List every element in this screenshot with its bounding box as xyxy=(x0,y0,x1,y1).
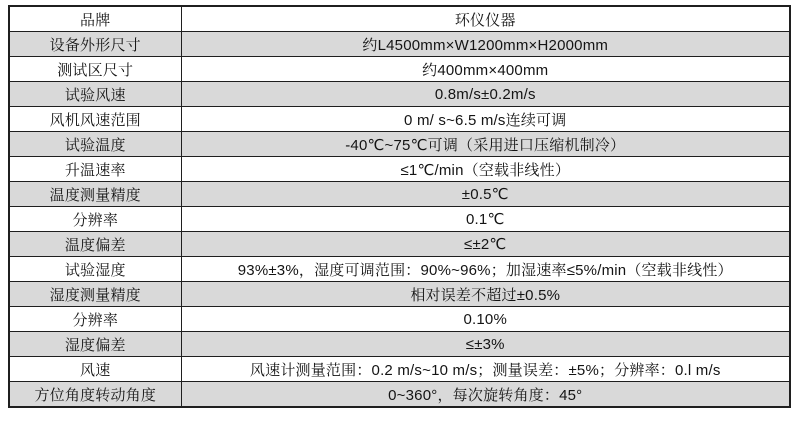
table-row xyxy=(9,32,790,57)
spec-label-cell: 温度测量精度 xyxy=(9,182,181,207)
table-row xyxy=(9,357,790,382)
table-row xyxy=(9,82,790,107)
spec-label-cell: 风速 xyxy=(9,357,181,382)
spec-value-cell: 0 m/ s~6.5 m/s连续可调 xyxy=(181,107,790,132)
spec-label-cell: 测试区尺寸 xyxy=(9,57,181,82)
spec-value-cell: 0.1℃ xyxy=(181,207,790,232)
spec-label-cell: 设备外形尺寸 xyxy=(9,32,181,57)
spec-value-cell: 相对误差不超过±0.5% xyxy=(181,282,790,307)
spec-value-cell: ≤±3% xyxy=(181,332,790,357)
table-row xyxy=(9,207,790,232)
spec-label-cell: 湿度偏差 xyxy=(9,332,181,357)
spec-label-cell: 升温速率 xyxy=(9,157,181,182)
spec-value-cell: 约400mm×400mm xyxy=(181,57,790,82)
spec-label-cell: 方位角度转动角度 xyxy=(9,382,181,408)
table-row xyxy=(9,382,790,408)
table-row xyxy=(9,257,790,282)
spec-label-cell: 湿度测量精度 xyxy=(9,282,181,307)
table-row xyxy=(9,182,790,207)
spec-label-cell: 分辨率 xyxy=(9,207,181,232)
spec-value-cell: 约L4500mm×W1200mm×H2000mm xyxy=(181,32,790,57)
table-row xyxy=(9,307,790,332)
table-row xyxy=(9,232,790,257)
spec-label-cell: 温度偏差 xyxy=(9,232,181,257)
table-row xyxy=(9,6,790,32)
spec-value-cell: 0.8m/s±0.2m/s xyxy=(181,82,790,107)
table-row xyxy=(9,132,790,157)
spec-value-cell: 93%±3%，湿度可调范围：90%~96%；加湿速率≤5%/min（空载非线性） xyxy=(181,257,790,282)
table-row xyxy=(9,57,790,82)
spec-label-cell: 试验湿度 xyxy=(9,257,181,282)
spec-label-cell: 分辨率 xyxy=(9,307,181,332)
spec-label-cell: 试验温度 xyxy=(9,132,181,157)
table-row xyxy=(9,107,790,132)
spec-label-cell: 风机风速范围 xyxy=(9,107,181,132)
spec-value-cell: ≤1℃/min（空载非线性） xyxy=(181,157,790,182)
spec-value-cell: 0.10% xyxy=(181,307,790,332)
spec-value-cell: 0~360°，每次旋转角度：45° xyxy=(181,382,790,408)
spec-value-cell: 风速计测量范围：0.2 m/s~10 m/s；测量误差：±5%；分辨率：0.l m/s xyxy=(181,357,790,382)
spec-value-cell: -40℃~75℃可调（采用进口压缩机制冷） xyxy=(181,132,790,157)
spec-label-cell: 品牌 xyxy=(9,6,181,32)
table-row xyxy=(9,157,790,182)
equipment-spec-table xyxy=(8,5,791,408)
spec-label-cell: 试验风速 xyxy=(9,82,181,107)
table-row xyxy=(9,282,790,307)
spec-value-cell: 环仪仪器 xyxy=(181,6,790,32)
spec-value-cell: ≤±2℃ xyxy=(181,232,790,257)
spec-value-cell: ±0.5℃ xyxy=(181,182,790,207)
table-row xyxy=(9,332,790,357)
